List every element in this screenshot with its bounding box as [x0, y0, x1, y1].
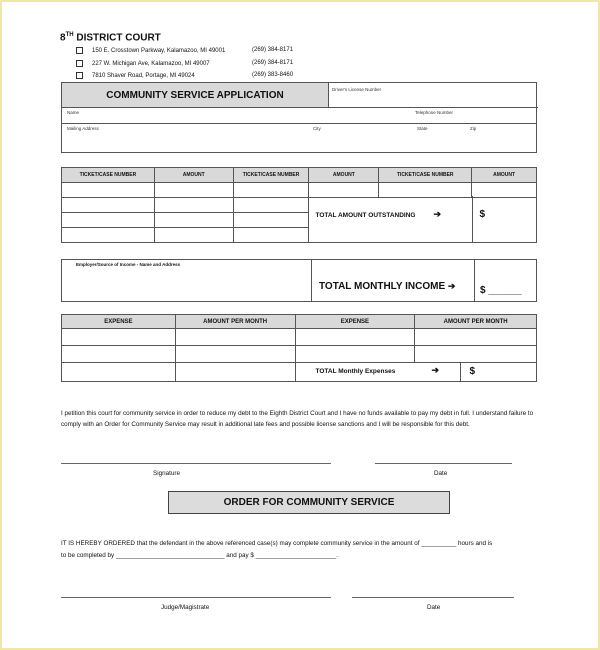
date-label: Date: [434, 470, 448, 477]
expense-field[interactable]: [62, 363, 176, 382]
col-header: AMOUNT PER MONTH: [175, 315, 295, 329]
table-row: [62, 363, 537, 382]
state-label: State: [417, 126, 428, 131]
total-income-label: TOTAL MONTHLY INCOME ➔: [319, 281, 456, 292]
employer-label: Employer/Source of Income - Name and Address: [76, 262, 181, 267]
col-header: EXPENSE: [62, 315, 176, 329]
mailing-label: Mailing Address: [67, 126, 99, 131]
expense-field[interactable]: [62, 329, 176, 346]
divider: [62, 123, 536, 124]
case-field[interactable]: [379, 183, 472, 198]
divider: [460, 362, 461, 381]
case-field[interactable]: [233, 228, 309, 243]
amount-field[interactable]: [154, 228, 233, 243]
order-title: ORDER FOR COMMUNITY SERVICE: [168, 491, 450, 514]
application-title: COMMUNITY SERVICE APPLICATION: [62, 83, 329, 108]
expenses-table: [61, 314, 537, 382]
col-header: TICKET/CASE NUMBER: [62, 168, 155, 183]
checkbox-icon[interactable]: [76, 47, 83, 54]
location-item[interactable]: 7810 Shaver Road, Portage, MI 49024 (269) 383-8460: [76, 72, 316, 79]
total-outstanding-cell: [309, 198, 537, 243]
city-label: City: [313, 126, 321, 131]
amount-field[interactable]: [472, 183, 537, 198]
amount-field[interactable]: [154, 198, 233, 213]
amount-field[interactable]: [175, 329, 295, 346]
col-header: TICKET/CASE NUMBER: [233, 168, 309, 183]
amount-field[interactable]: [154, 213, 233, 228]
total-expenses-label: TOTAL Monthly Expenses: [315, 368, 396, 375]
col-header: TICKET/CASE NUMBER: [379, 168, 472, 183]
name-label: Name: [67, 110, 80, 115]
judge-label: Judge/Magistrate: [161, 604, 210, 611]
income-block: [61, 259, 537, 302]
checkbox-icon[interactable]: [76, 72, 83, 79]
signature-label: Signature: [153, 470, 180, 477]
checkbox-icon[interactable]: [76, 60, 83, 67]
case-field[interactable]: [233, 213, 309, 228]
petition-text: I petition this court for community service in order to reduce my debt to the Eighth District Court and I have no funds available to pay my debt in full. I understand failure to comply with an Order for Community Service may result in additional late fees and possible license sanctions and I will be responsible for this debt.: [61, 410, 534, 428]
location-item[interactable]: 150 E. Crosstown Parkway, Kalamazoo, MI 49001 (269) 384-8171: [76, 47, 316, 54]
case-field[interactable]: [62, 183, 155, 198]
application-block: [61, 82, 537, 153]
divider: [328, 107, 538, 108]
court-title: 8TH DISTRICT COURT: [60, 32, 161, 44]
table-row: [62, 183, 537, 198]
divider: [474, 260, 475, 301]
col-header: AMOUNT PER MONTH: [415, 315, 537, 329]
col-header: AMOUNT: [472, 168, 537, 183]
amount-field[interactable]: [415, 346, 537, 363]
case-field[interactable]: [62, 198, 155, 213]
total-income-field[interactable]: $ ______: [480, 285, 522, 296]
order-line-1: IT IS HEREBY ORDERED that the defendant in the above referenced case(s) may complete community service in the amount of __________ hours and is: [61, 540, 493, 547]
tickets-table: [61, 167, 537, 243]
table-row: [62, 198, 537, 213]
zip-label: Zip: [470, 126, 477, 131]
case-field[interactable]: [233, 183, 309, 198]
arrow-right-icon: ➔: [447, 281, 456, 291]
amount-field[interactable]: [154, 183, 233, 198]
order-line-2: to be completed by _______________________________ and pay $ _______________________.: [61, 552, 338, 559]
arrow-right-icon: ➔: [431, 365, 440, 375]
drivers-license-label: Driver's License Number: [332, 87, 382, 92]
col-header: AMOUNT: [154, 168, 233, 183]
divider: [472, 196, 473, 242]
col-header: EXPENSE: [295, 315, 415, 329]
table-row: [62, 329, 537, 346]
total-outstanding-dollar[interactable]: $: [479, 209, 486, 220]
judge-date-line[interactable]: [352, 597, 514, 598]
arrow-right-icon: ➔: [433, 209, 442, 219]
total-expenses-cell: [295, 363, 537, 382]
date-line[interactable]: [375, 463, 512, 464]
total-outstanding-label: TOTAL AMOUNT OUTSTANDING: [315, 212, 416, 219]
amount-field[interactable]: [175, 363, 295, 382]
total-expenses-dollar[interactable]: $: [469, 366, 476, 377]
case-field[interactable]: [62, 228, 155, 243]
expense-field[interactable]: [295, 346, 415, 363]
amount-field[interactable]: [175, 346, 295, 363]
case-field[interactable]: [233, 198, 309, 213]
divider: [311, 260, 312, 301]
case-field[interactable]: [62, 213, 155, 228]
table-row: [62, 346, 537, 363]
judge-signature-line[interactable]: [61, 597, 331, 598]
expense-field[interactable]: [295, 329, 415, 346]
location-item[interactable]: 227 W. Michigan Ave, Kalamazoo, MI 49007 (269) 384-8171: [76, 60, 316, 67]
amount-field[interactable]: [415, 329, 537, 346]
telephone-label: Telephone Number: [415, 110, 454, 115]
col-header: AMOUNT: [309, 168, 379, 183]
signature-line[interactable]: [61, 463, 331, 464]
amount-field[interactable]: [309, 183, 379, 198]
expense-field[interactable]: [62, 346, 176, 363]
judge-date-label: Date: [427, 604, 441, 611]
